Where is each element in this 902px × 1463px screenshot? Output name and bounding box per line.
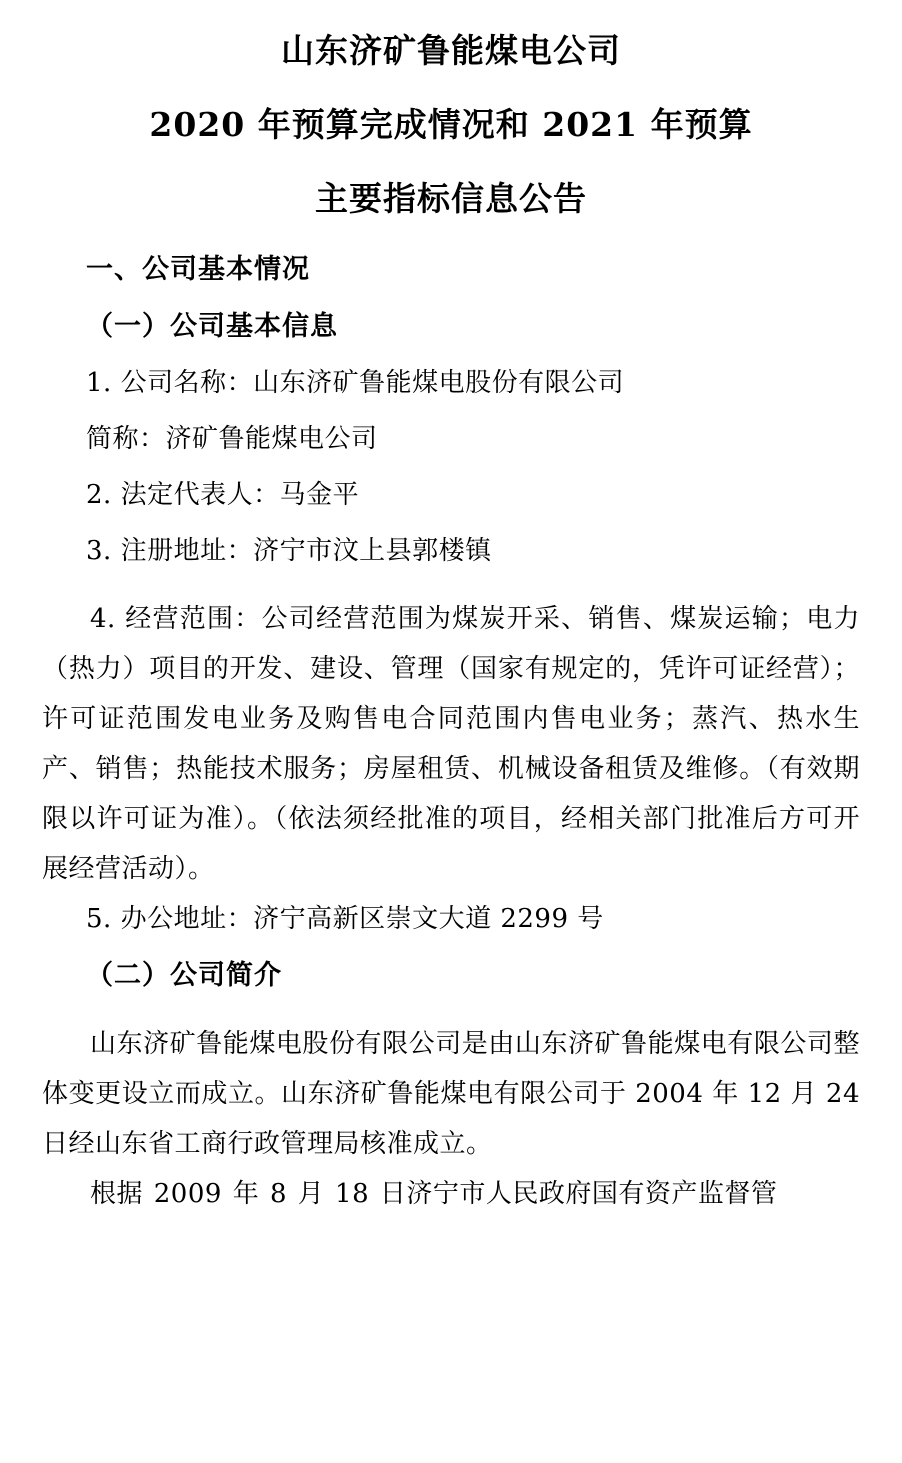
item-company-name: 1. 公司名称：山东济矿鲁能煤电股份有限公司 — [86, 368, 625, 398]
item-office-address: 5. 办公地址：济宁高新区崇文大道 2299 号 — [86, 904, 604, 934]
section-heading-company-overview: 一、公司基本情况 — [86, 254, 310, 285]
paragraph-company-profile-2: 根据 2009 年 8 月 18 日济宁市人民政府国有资产监督管 — [90, 1179, 778, 1209]
title-line-1: 山东济矿鲁能煤电公司 — [281, 31, 621, 70]
title-line-3: 主要指标信息公告 — [315, 179, 587, 218]
subsection-heading-company-basic-info: （一）公司基本信息 — [86, 311, 338, 342]
subsection-heading-company-profile: （二）公司简介 — [86, 960, 282, 991]
item-business-scope: 4. 经营范围：公司经营范围为煤炭开采、销售、煤炭运输；电力（热力）项目的开发、建设、管理（国家有规定的，凭许可证经营）；许可证范围发电业务及购售电合同范围内售电业务；蒸汽、热水生产、销售；热能技术服务；房屋租赁、机械设备租赁及维修。（有效期限以许可证为准）。（依法须经批准的项目，经相关部门批准后方可开展经营活动）。 — [42, 604, 860, 884]
title-line-2: 2020 年预算完成情况和 2021 年预算 — [149, 105, 753, 144]
page-title — [42, 31, 860, 218]
item-legal-representative: 2. 法定代表人：马金平 — [86, 480, 360, 510]
item-registered-address: 3. 注册地址：济宁市汶上县郭楼镇 — [86, 536, 492, 566]
item-company-short-name: 简称：济矿鲁能煤电公司 — [86, 424, 378, 454]
paragraph-company-profile-1: 山东济矿鲁能煤电股份有限公司是由山东济矿鲁能煤电有限公司整体变更设立而成立。山东济矿鲁能煤电有限公司于 2004 年 12 月 24 日经山东省工商行政管理局核准成立。 — [42, 1029, 860, 1159]
